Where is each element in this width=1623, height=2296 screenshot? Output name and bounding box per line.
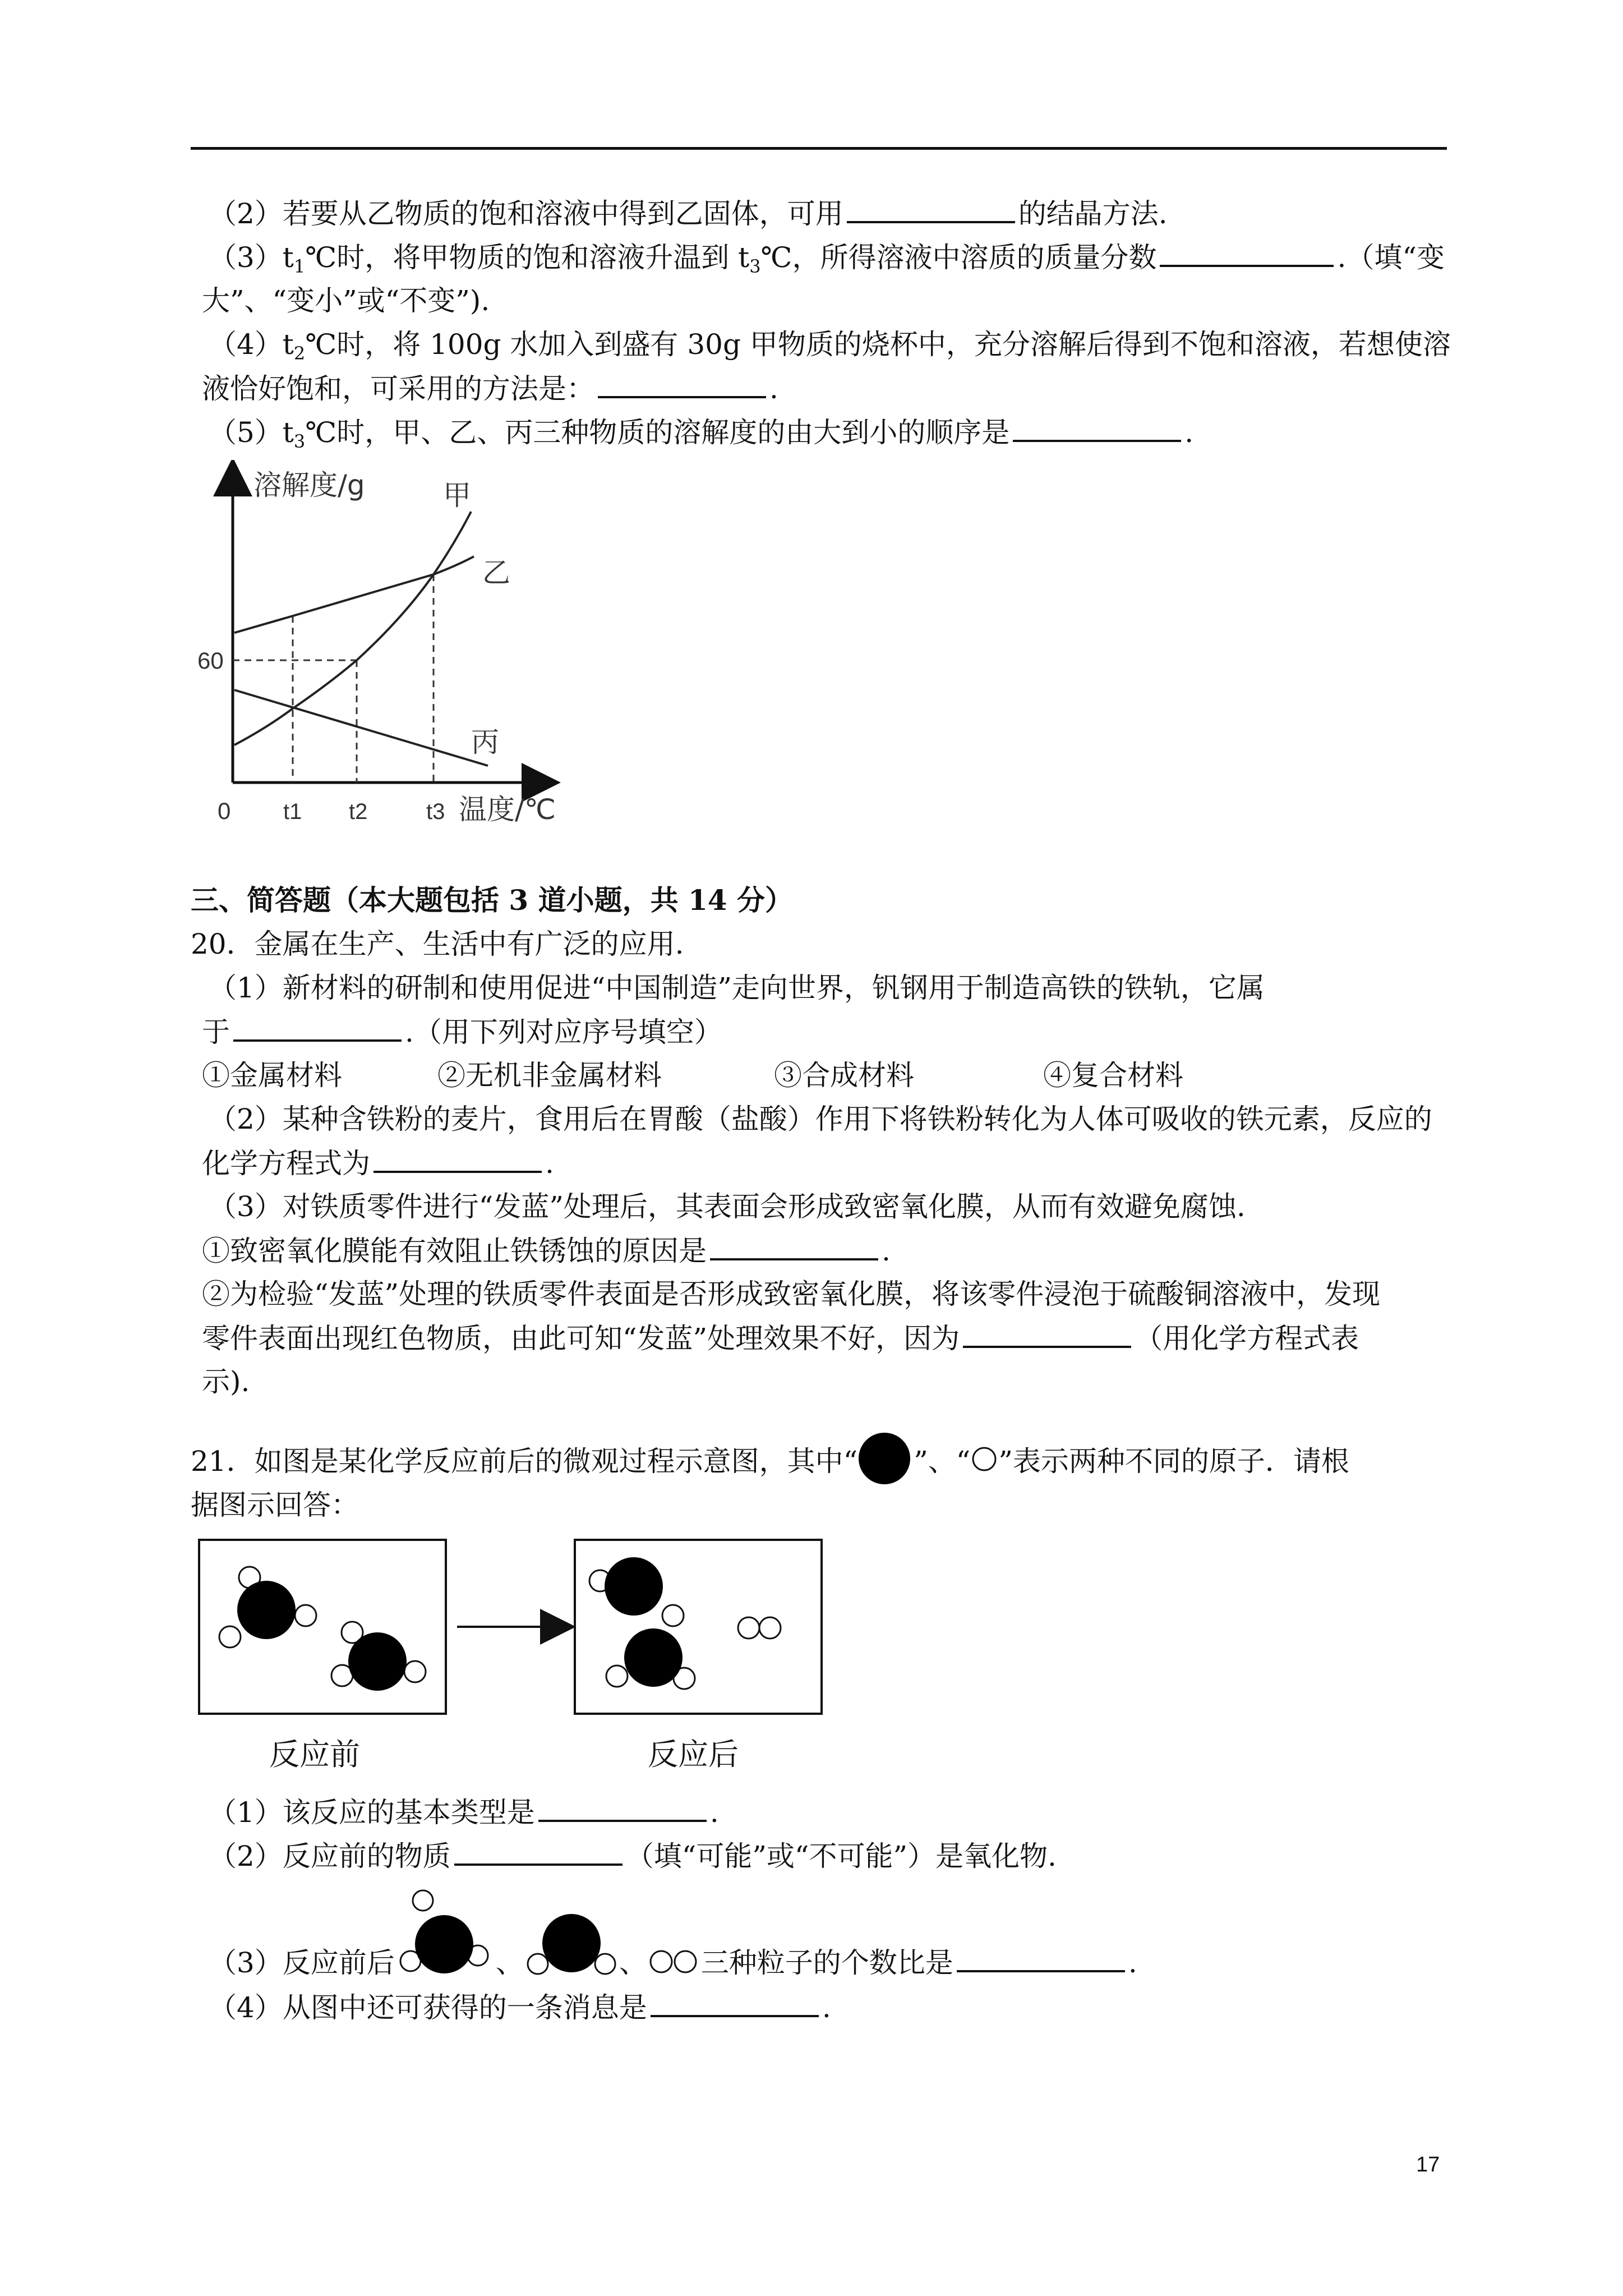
answer-blank[interactable]	[651, 1990, 819, 2017]
label-before: 反应前	[269, 1737, 360, 1772]
answer-blank[interactable]	[957, 1945, 1125, 1972]
q20-part2-cont: 化学方程式为 .	[202, 1147, 554, 1180]
q19-part5: $(5)t_3℃$时，甲、乙、丙三种物质的溶解度的由大到小的顺序是 .	[209, 416, 1194, 452]
option-4: ④复合材料	[1043, 1059, 1183, 1092]
q19-part4-cont: 液恰好饱和，可采用的方法是： .	[202, 372, 778, 405]
series-label-bing: 丙	[471, 726, 499, 758]
answer-blank[interactable]	[538, 1795, 707, 1822]
oxygen-hydrogen-molecule-icon	[524, 1911, 619, 1984]
water-molecule	[331, 1622, 426, 1691]
q20-part3-2-cont: 零件表面出现红色物质，由此可知“发蓝”处理效果不好，因为 （用化学方程式表	[202, 1322, 1359, 1355]
q21-stem-cont: 据图示回答：	[191, 1489, 359, 1521]
answer-blank[interactable]	[1013, 415, 1181, 442]
q20-part3-2: ②为检验“发蓝”处理的铁质零件表面是否形成致密氧化膜，将该零件浸泡于硫酸铜溶液中，发现	[202, 1278, 1381, 1310]
q20-part1: （1）新材料的研制和使用促进“中国制造”走向世界，钒钢用于制造高铁的铁轨，它属	[209, 972, 1265, 1004]
answer-blank[interactable]	[1160, 240, 1334, 267]
option-1: ①金属材料	[202, 1059, 342, 1092]
before-box	[199, 1540, 446, 1714]
q20-part3-1: ①致密氧化膜能有效阻止铁锈蚀的原因是 .	[202, 1235, 891, 1267]
hydrogen-molecule	[738, 1617, 781, 1639]
x-tick-t2: t2	[349, 799, 368, 824]
answer-blank[interactable]	[454, 1839, 623, 1866]
q21-part3: （3）反应前后 、 、 三种粒子的个数比是 .	[209, 1945, 1137, 1984]
q20-part3-2-end: 示).	[202, 1365, 250, 1398]
black-atom-icon	[857, 1432, 914, 1488]
q19-part3-cont: 大”、“变小”或“不变”).	[202, 284, 490, 317]
solubility-chart	[191, 460, 583, 841]
hydrogen-molecule-icon	[647, 1948, 701, 1976]
oxygen-hydrogen-molecule	[589, 1557, 684, 1626]
q20-part2: （2）某种含铁粉的麦片，食用后在胃酸（盐酸）作用下将铁粉转化为人体可吸收的铁元素，反应的	[209, 1103, 1432, 1135]
q20-part1-cont: 于 .（用下列对应序号填空）	[202, 1016, 722, 1048]
label-after: 反应后	[648, 1737, 739, 1772]
answer-blank[interactable]	[963, 1321, 1131, 1348]
water-molecule-icon	[395, 1888, 496, 1984]
oxygen-hydrogen-molecule	[606, 1628, 695, 1689]
q19-part4: $(4)t_2℃$时，将 100g 水加入到盛有 30g 甲物质的烧杯中，充分溶解后得到不饱和溶液，若想使溶	[209, 328, 1451, 364]
q21-part1: （1）该反应的基本类型是 .	[209, 1796, 719, 1829]
origin-label: 0	[218, 798, 231, 824]
section-title: 三、简答题（本大题包括 3 道小题，共 14 分）	[191, 884, 793, 917]
q21-stem: 21．如图是某化学反应前后的微观过程示意图，其中“ ”、“ ”表示两种不同的原子．请根	[191, 1444, 1349, 1488]
white-atom-icon	[970, 1445, 998, 1473]
q19-part3: $(3)t_1℃$时，将甲物质的饱和溶液升温到 $t_3℃$，所得溶液中溶质的质量分数 .（填“变	[209, 241, 1445, 277]
q21-part4: （4）从图中还可获得的一条消息是 .	[209, 1991, 831, 2024]
q21-part2: （2）反应前的物质 （填“可能”或“不可能”）是氧化物.	[209, 1840, 1057, 1872]
answer-blank[interactable]	[374, 1146, 542, 1173]
answer-blank[interactable]	[847, 196, 1015, 223]
q20-part3: （3）对铁质零件进行“发蓝”处理后，其表面会形成致密氧化膜，从而有效避免腐蚀.	[209, 1190, 1246, 1223]
after-box	[575, 1540, 822, 1714]
x-tick-t1: t1	[283, 799, 302, 824]
series-label-yi: 乙	[482, 556, 510, 589]
option-2: ②无机非金属材料	[437, 1059, 662, 1092]
header-rule	[191, 147, 1447, 150]
answer-blank[interactable]	[598, 371, 766, 398]
q19-part2: （2）若要从乙物质的饱和溶液中得到乙固体，可用 的结晶方法.	[209, 197, 1168, 230]
water-molecule	[219, 1567, 316, 1648]
page-number: 17	[1416, 2153, 1440, 2177]
series-bing	[234, 690, 488, 766]
answer-blank[interactable]	[233, 1015, 402, 1042]
series-jia	[234, 512, 471, 745]
y-tick-60: 60	[197, 647, 224, 674]
series-label-jia: 甲	[443, 479, 471, 512]
y-axis-label: 溶解度/g	[253, 469, 365, 501]
reaction-diagram	[191, 1531, 841, 1722]
x-tick-t3: t3	[426, 799, 445, 824]
q20-options	[202, 1059, 1279, 1092]
answer-blank[interactable]	[710, 1234, 878, 1260]
option-3: ③合成材料	[774, 1059, 914, 1092]
q20-stem: 20．金属在生产、生活中有广泛的应用.	[191, 928, 684, 960]
x-axis-label: 温度/℃	[459, 793, 556, 826]
